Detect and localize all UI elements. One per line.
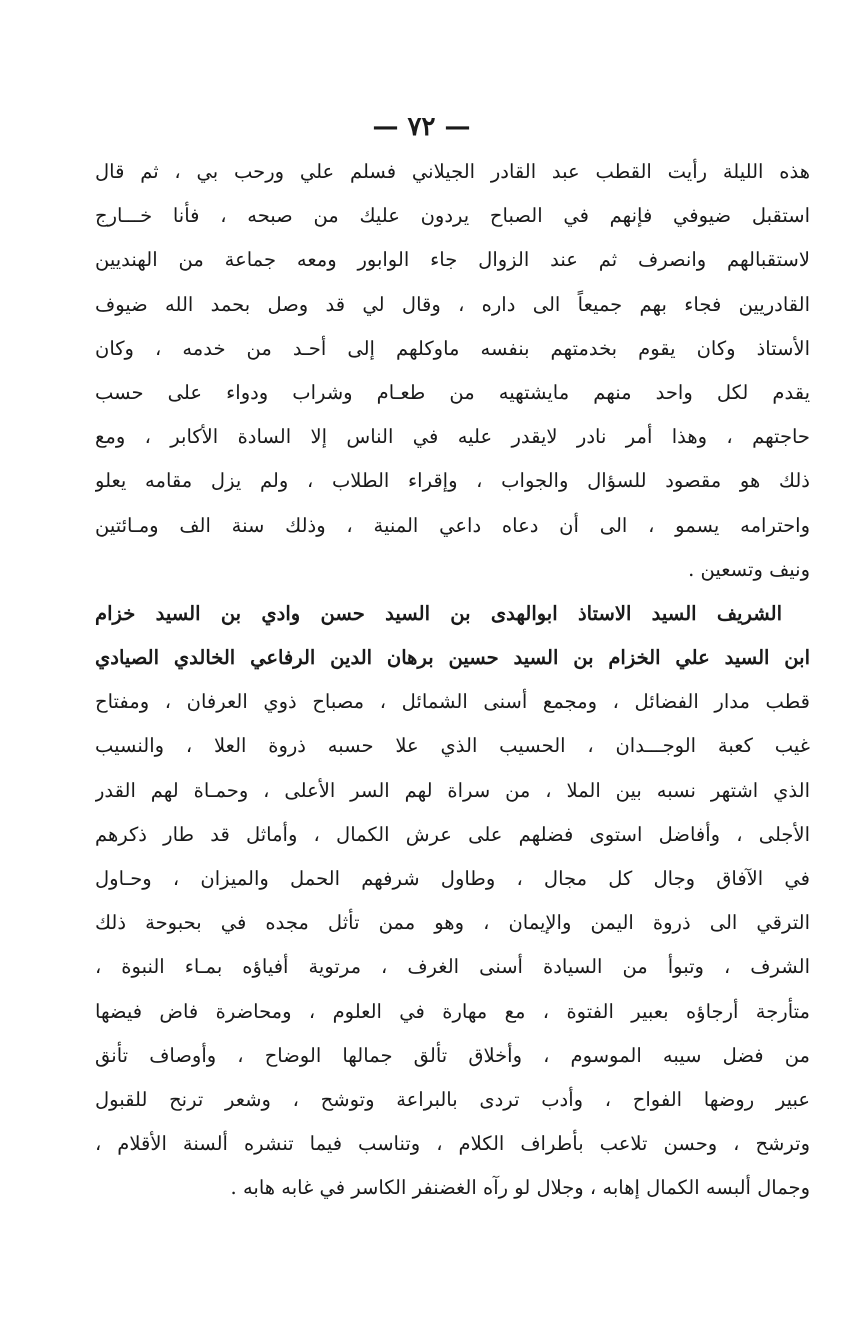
text-line: الأستاذ وكان يقوم بخدمتهم بنفسه ماوكلهم إلى أحـد من خدمه ، وكان — [95, 336, 810, 360]
text-line: متأرجة أرجاؤه بعبير الفتوة ، مع مهارة في العلوم ، ومحاضرة فاض فيضها — [95, 999, 810, 1023]
text-line: لاستقبالهم وانصرف ثم عند الزوال جاء الوابور ومعه جماعة من الهنديين — [95, 248, 810, 272]
text-line: وجمال ألبسه الكمال إهابه ، وجلال لو رآه الغضنفر الكاسر في غابه هابه . — [230, 1176, 810, 1200]
text-line: يقدم لكل واحد منهم مايشتهيه من طعـام وشراب ودواء على حسب — [95, 380, 810, 404]
text-line: الذي اشتهر نسبه بين الملا ، من سراة لهم السر الأعلى ، وحمـاة لهم القدر — [95, 778, 810, 802]
paragraph-biography — [95, 680, 810, 1210]
text-line: استقبل ضيوفي فإنهم في الصباح يردون عليك من صبحه ، فأنا خـــارج — [95, 204, 810, 228]
heading-line: ابن السيد علي الخزام بن السيد حسين برهان الدين الرفاعي الخالدي الصيادي — [95, 646, 810, 670]
text-line: ونيف وتسعين . — [688, 557, 810, 581]
text-line: في الآفاق وجال كل مجال ، وطاول شرفهم الحمل والميزان ، وحـاول — [95, 867, 810, 890]
text-line: الأجلى ، وأفاضل استوى فضلهم على عرش الكمال ، وأماثل قد طار ذكرهم — [95, 822, 810, 846]
text-line: الترقي الى ذروة اليمن والإيمان ، وهو ممن تأثل مجده في بحبوحة ذلك — [95, 911, 810, 935]
text-line: وترشح ، وحسن تلاعب بأطراف الكلام ، وتناسب فيما تنشره ألسنة الأقلام ، — [95, 1132, 810, 1156]
text-line: القادريين فجاء بهم جميعاً الى داره ، وقال لي قد وصل بحمد الله ضيوف — [95, 292, 810, 316]
text-line: من فضل سيبه الموسوم ، وأخلاق تألق جمالها الوضاح ، وأوصاف تأنق — [95, 1043, 810, 1067]
text-block — [95, 150, 810, 1211]
text-line: ذلك هو مقصود للسؤال والجواب ، وإقراء الطلاب ، ولم يزل مقامه يعلو — [95, 469, 810, 493]
page-number: — ٧٢ — — [372, 112, 471, 142]
text-line: حاجتهم ، وهذا أمر نادر لايقدر عليه في الناس إلا السادة الأكابر ، ومع — [95, 425, 810, 449]
text-line: قطب مدار الفضائل ، ومجمع أسنى الشمائل ، مصباح ذوي العرفان ، ومفتاح — [95, 690, 810, 714]
text-line: عبير روضها الفواح ، وأدب تردى بالبراعة وتوشح ، وشعر ترنح للقبول — [95, 1087, 810, 1111]
paragraph-heading — [95, 592, 810, 680]
text-line: غيب كعبة الوجـــدان ، الحسيب الذي علا حسبه ذروة العلا ، والنسيب — [95, 734, 810, 758]
text-line: هذه الليلة رأيت القطب عبد القادر الجيلاني فسلم علي ورحب بي ، ثم قال — [95, 160, 810, 183]
heading-line: الشريف السيد الاستاذ ابوالهدى بن السيد حسن وادي بن السيد خزام — [95, 601, 782, 625]
text-line: الشرف ، وتبوأ من السيادة أسنى الغرف ، مرتوية أفياؤه بمـاء النبوة ، — [95, 955, 810, 979]
text-line: واحترامه يسمو ، الى أن دعاه داعي المنية ، وذلك سنة الف ومـائتين — [95, 513, 810, 537]
paragraph-biography-end — [95, 150, 810, 592]
